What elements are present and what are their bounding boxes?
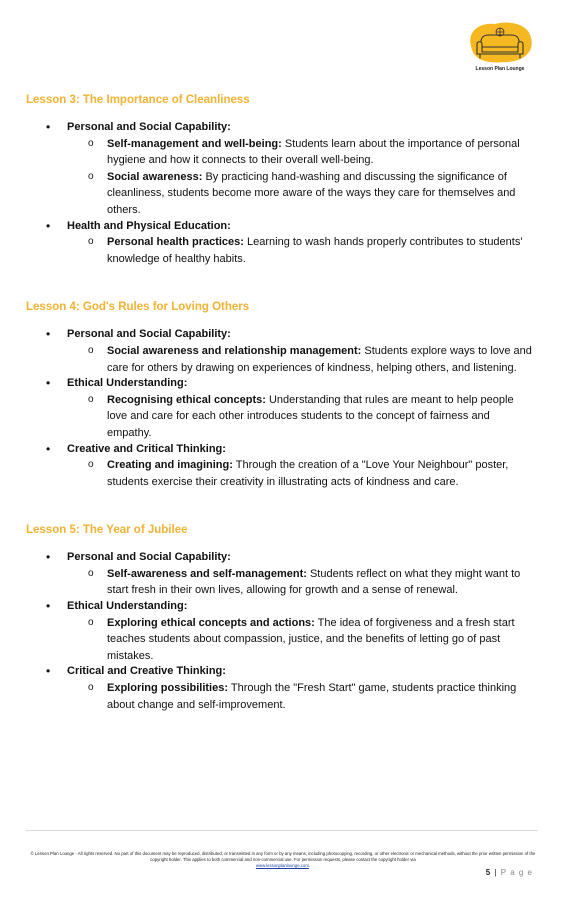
category-name: Critical and Creative Thinking: (67, 665, 226, 678)
lesson-section (26, 524, 536, 713)
outcome-item (67, 615, 536, 665)
outcome-item (67, 136, 536, 169)
outcome-item (67, 343, 536, 376)
outcome-list (67, 566, 536, 599)
outcome-label: Self-awareness and self-management: (107, 567, 307, 580)
page-number (486, 868, 533, 877)
outcome-list (67, 136, 536, 219)
document-body (26, 94, 536, 747)
outcome-text: Understanding that rules are meant to help people love and care for each other introduces students to the concept of fairness and empathy. (107, 393, 514, 439)
category-name: Personal and Social Capability: (67, 121, 231, 133)
category-name: Ethical Understanding: (67, 377, 188, 390)
category-list (26, 327, 536, 490)
outcome-text: Students explore ways to love and care for others by drawing on experiences of kindness, helping others, and listening. (107, 344, 532, 374)
category-name: Creative and Critical Thinking: (67, 442, 226, 455)
category-list (26, 120, 536, 267)
lesson-title: Lesson 4: God's Rules for Loving Others (26, 301, 250, 314)
category-list (26, 550, 536, 713)
category-item (26, 550, 536, 599)
category-name: Ethical Understanding: (67, 600, 188, 613)
category-name: Personal and Social Capability: (67, 328, 231, 341)
category-item (26, 442, 536, 491)
outcome-label: Social awareness: (107, 170, 203, 183)
outcome-label: Personal health practices: (107, 236, 244, 249)
outcome-item (67, 392, 536, 442)
footer-website-link[interactable]: www.lessonplanlounge.com (255, 863, 309, 868)
footer-link-suffix: . (308, 863, 311, 868)
outcome-item (67, 680, 536, 713)
outcome-list (67, 680, 536, 713)
outcome-text: Students learn about the importance of personal hygiene and how it connects to their overall well-being. (107, 137, 520, 167)
outcome-label: Exploring possibilities: (107, 682, 229, 695)
couch-logo-icon (465, 20, 535, 66)
outcome-list (67, 234, 536, 267)
page-number-separator: | (491, 868, 501, 877)
category-item (26, 219, 536, 268)
outcome-label: Creating and imagining: (107, 459, 233, 472)
outcome-item (67, 169, 536, 219)
lesson-section (26, 301, 536, 490)
outcome-list (67, 457, 536, 490)
outcome-text: By practicing hand-washing and discussing the significance of cleanliness, students become more aware of the ways they care for themselves and others. (107, 170, 516, 216)
logo (465, 20, 535, 74)
lesson-title: Lesson 3: The Importance of Cleanliness (26, 94, 250, 106)
page-label: P a g e (500, 868, 533, 877)
outcome-text: Through the "Fresh Start" game, students practice thinking about change and self-improvement. (107, 682, 517, 711)
outcome-text: Students reflect on what they might want to start fresh in their own lives, allowing for growth and a sense of renewal. (107, 567, 521, 597)
outcome-item (67, 457, 536, 490)
footer-divider (26, 830, 538, 831)
category-item (26, 376, 536, 441)
category-item (26, 664, 536, 713)
lesson-section (26, 94, 536, 267)
outcome-label: Exploring ethical concepts and actions: (107, 616, 315, 629)
outcome-text: Learning to wash hands properly contributes to students' knowledge of healthy habits. (107, 236, 523, 265)
page-number-value: 5 (485, 868, 492, 877)
outcome-text: Through the creation of a "Love Your Neighbour" poster, students exercise their creativity in illustrating acts of kindness and care. (107, 459, 509, 488)
outcome-list (67, 343, 536, 376)
lesson-title: Lesson 5: The Year of Jubilee (26, 524, 188, 537)
outcome-item (67, 566, 536, 599)
outcome-text: The idea of forgiveness and a fresh start teaches students about compassion, justice, and the benefits of letting go of past mistakes. (107, 616, 515, 662)
footer-copyright (30, 851, 536, 869)
footer-text: © Lesson Plan Lounge - All rights reserved. No part of this document may be reproduced, distributed, or transmitted in any form or by any means, including photocopying, recording, or other electronic or mechanical methods, without the prior written permission of the copyright holder. This applies to both commercial and non-commercial use. For permission requests, please contact the copyright holder via (30, 851, 536, 862)
category-item (26, 327, 536, 376)
outcome-label: Recognising ethical concepts: (107, 393, 266, 406)
outcome-list (67, 392, 536, 442)
outcome-label: Social awareness and relationship management: (107, 344, 362, 357)
category-item (26, 599, 536, 664)
logo-text: Lesson Plan Lounge (475, 66, 525, 72)
category-item (26, 120, 536, 219)
category-name: Health and Physical Education: (67, 219, 231, 232)
outcome-label: Self-management and well-being: (107, 137, 282, 150)
outcome-list (67, 615, 536, 665)
outcome-item (67, 234, 536, 267)
category-name: Personal and Social Capability: (67, 551, 231, 564)
